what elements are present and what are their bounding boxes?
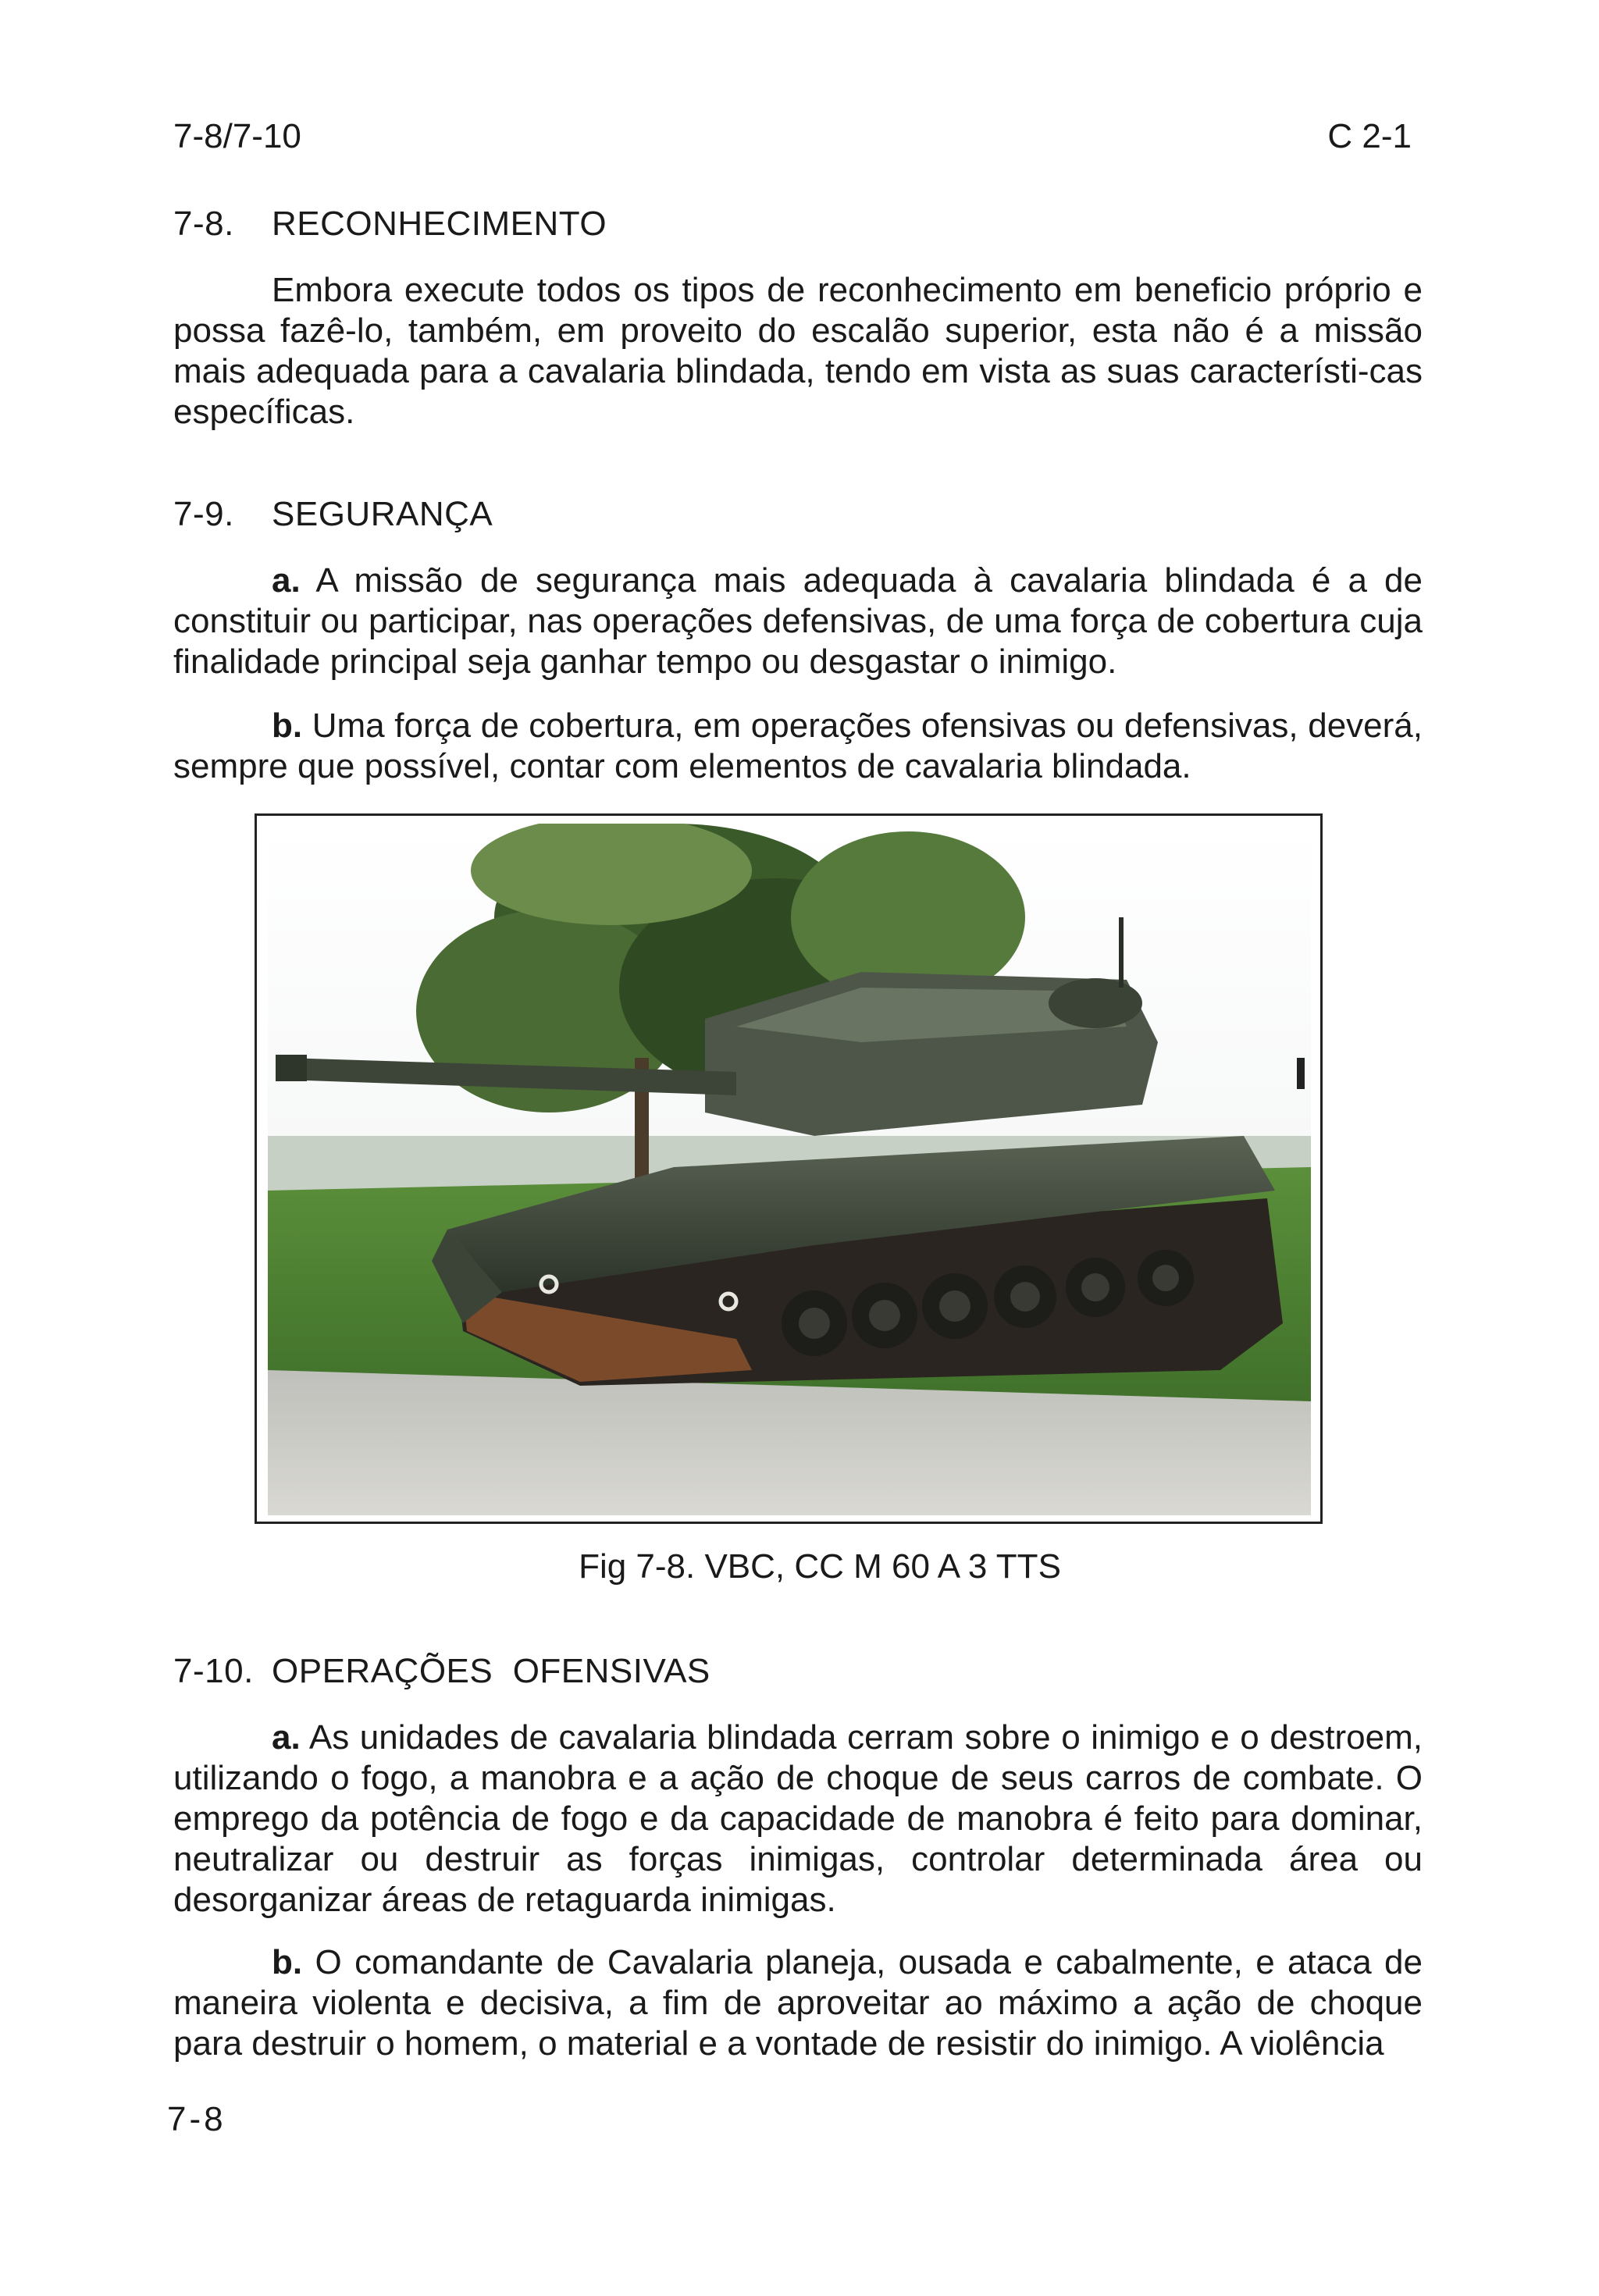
section-heading-7-8 <box>173 205 1423 244</box>
paragraph-7-9-b <box>173 706 1423 787</box>
section-title: SEGURANÇA <box>272 495 493 533</box>
paragraph-text: A missão de segurança mais adequada à cavalaria blindada é a de constituir ou participar, nas operações defensivas, de uma força de cobertura cuja finalidade principal seja ganhar tempo ou desgastar o inimigo. <box>173 561 1423 681</box>
item-label: a. <box>272 1718 301 1757</box>
paragraph-7-9-a <box>173 561 1423 682</box>
section-title: OPERAÇÕES OFENSIVAS <box>272 1652 710 1690</box>
section-title: RECONHECIMENTO <box>272 205 607 243</box>
tank-photo <box>268 824 1311 1515</box>
item-label: a. <box>272 561 301 600</box>
paragraph-7-8 <box>173 270 1423 433</box>
section-number: 7-8. <box>173 205 234 243</box>
page-number: 7-8 <box>167 2100 226 2138</box>
pole <box>1297 1058 1305 1089</box>
paragraph-text: Embora execute todos os tipos de reconhecimento em beneficio próprio e possa fazê-lo, também, em proveito do escalão superior, esta não é a missão mais adequada para a cavalaria blindada, tendo em vista as suas característi-cas específicas. <box>173 271 1423 431</box>
paragraph-7-10-a <box>173 1718 1423 1920</box>
figure-frame <box>255 813 1323 1524</box>
paragraph-text: Uma força de cobertura, em operações ofensivas ou defensivas, deverá, sempre que possível, contar com elementos de cavalaria blindada. <box>173 707 1423 785</box>
header-manual-code: C 2-1 <box>1327 117 1412 155</box>
section-number: 7-10. <box>173 1652 254 1690</box>
figure-caption: Fig 7-8. VBC, CC M 60 A 3 TTS <box>579 1547 1061 1586</box>
item-label: b. <box>272 1943 303 1981</box>
section-heading-7-10 <box>173 1652 1423 1691</box>
section-number: 7-9. <box>173 495 234 533</box>
paragraph-text: As unidades de cavalaria blindada cerram sobre o inimigo e o destroem, utilizando o fogo, a manobra e a ação de choque de seus carros de combate. O emprego da potência de fogo e da capacidade de manobra é feito para dominar, neutralizar ou destruir as forças inimigas, controlar determinada área ou desorganizar áreas de retaguarda inimigas. <box>173 1718 1423 1919</box>
figure-caption-row <box>0 1547 1599 1586</box>
item-label: b. <box>272 707 303 745</box>
paragraph-7-10-b <box>173 1942 1423 2064</box>
section-heading-7-9 <box>173 495 1423 534</box>
header-reference: 7-8/7-10 <box>173 117 301 155</box>
paragraph-text: O comandante de Cavalaria planeja, ousada e cabalmente, e ataca de maneira violenta e decisiva, a fim de aproveitar ao máximo a ação de choque para destruir o homem, o material e a vontade de resistir do inimigo. A violência <box>173 1943 1423 2063</box>
